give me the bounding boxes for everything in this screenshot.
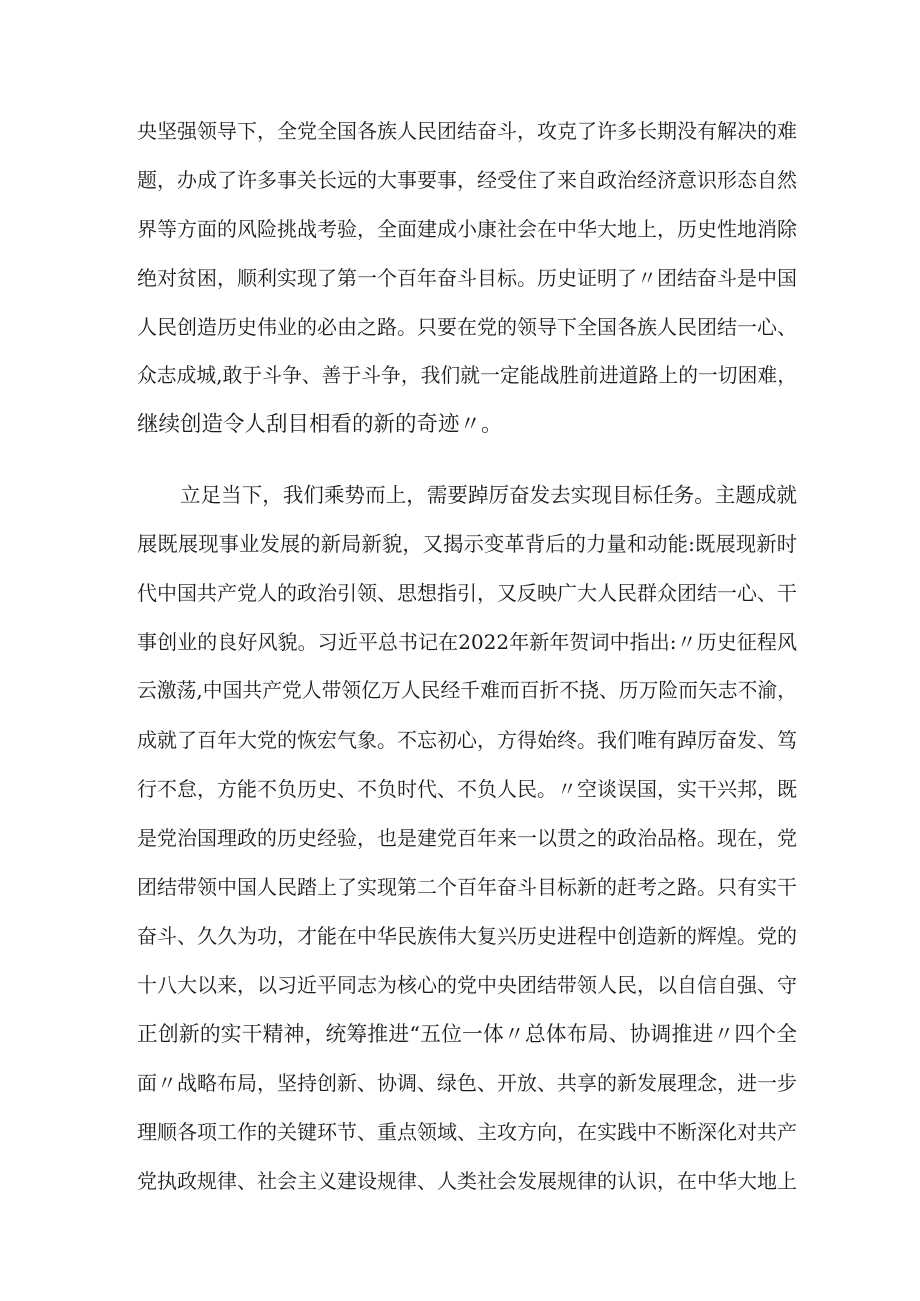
paragraph-2-line-9: 团结带领中国人民踏上了实现第二个百年奋斗目标新的赶考之路。只有实干 — [137, 875, 797, 899]
paragraph-2-line-1: 立足当下，我们乘势而上，需要踔厉奋发去实现目标任务。主题成就 — [180, 483, 797, 507]
paragraph-2-line-7: 行不怠，方能不负历史、不负时代、不负人民。〃空谈误国，实干兴邦，既 — [137, 777, 797, 801]
paragraph-1-line-3: 界等方面的风险挑战考验，全面建成小康社会在中华大地上，历史性地消除 — [137, 217, 797, 241]
paragraph-2-line-2: 展既展现事业发展的新局新貌，又揭示变革背后的力量和动能:既展现新时 — [137, 532, 797, 556]
paragraph-2-line-15: 党执政规律、社会主义建设规律、人类社会发展规律的认识，在中华大地上 — [137, 1169, 797, 1193]
paragraph-2-line-4: 事创业的良好风貌。习近平总书记在2022年新年贺词中指出:〃历史征程风 — [137, 630, 797, 654]
paragraph-2-line-10: 奋斗、久久为功，才能在中华民族伟大复兴历史进程中创造新的辉煌。党的 — [137, 924, 797, 948]
paragraph-2-line-6: 成就了百年大党的恢宏气象。不忘初心，方得始终。我们唯有踔厉奋发、笃 — [137, 728, 797, 752]
paragraph-1-line-2: 题，办成了许多事关长远的大事要事，经受住了来自政治经济意识形态自然 — [137, 168, 797, 192]
paragraph-1-line-4: 绝对贫困，顺利实现了第一个百年奋斗目标。历史证明了〃团结奋斗是中国 — [137, 266, 797, 290]
paragraph-1-line-1: 央坚强领导下，全党全国各族人民团结奋斗，攻克了许多长期没有解决的难 — [137, 119, 797, 143]
paragraph-2-line-8: 是党治国理政的历史经验，也是建党百年来一以贯之的政治品格。现在，党 — [137, 826, 797, 850]
paragraph-2-line-12: 正创新的实干精神，统筹推进“五位一体〃总体布局、协调推进〃四个全 — [137, 1022, 797, 1046]
paragraph-2-line-3: 代中国共产党人的政治引领、思想指引，又反映广大人民群众团结一心、干 — [137, 581, 797, 605]
paragraph-2-line-14: 理顺各项工作的关键环节、重点领域、主攻方向，在实践中不断深化对共产 — [137, 1120, 797, 1144]
paragraph-1-line-6: 众志成城,敢于斗争、善于斗争，我们就一定能战胜前进道路上的一切困难， — [137, 364, 797, 387]
paragraph-1-line-7: 继续创造令人刮目相看的新的奇迹〃。 — [137, 412, 503, 437]
paragraph-2-line-5: 云激荡,中国共产党人带领亿万人民经千难而百折不挠、历万险而矢志不渝， — [137, 679, 797, 702]
paragraph-2-line-11: 十八大以来，以习近平同志为核心的党中央团结带领人民，以自信自强、守 — [137, 973, 797, 997]
paragraph-1-line-5: 人民创造历史伟业的必由之路。只要在党的领导下全国各族人民团结一心、 — [137, 315, 797, 339]
paragraph-2-line-13: 面〃战略布局，坚持创新、协调、绿色、开放、共享的新发展理念，进一步 — [137, 1071, 797, 1095]
